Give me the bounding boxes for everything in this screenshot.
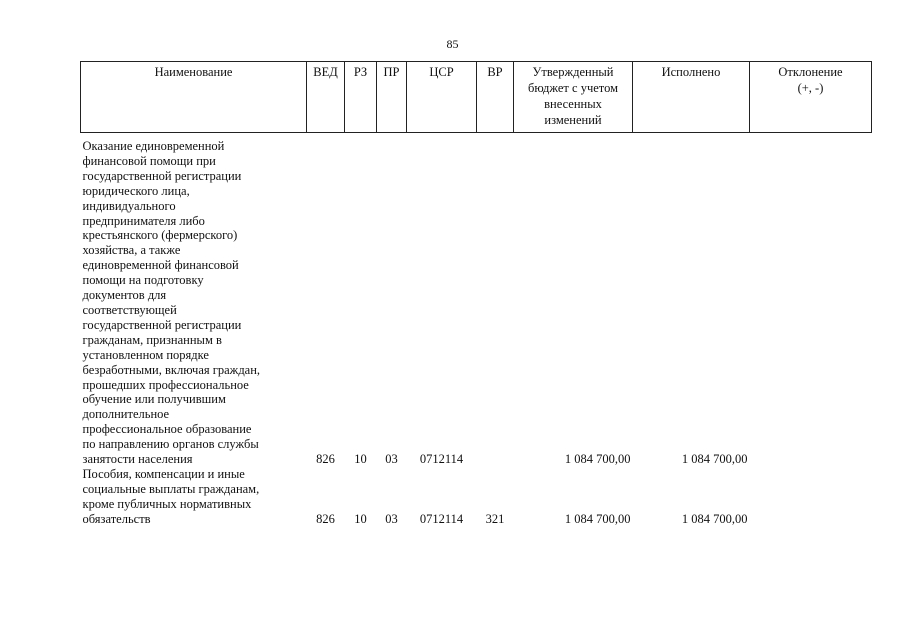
name-line: дополнительное [82,407,170,422]
row-executed: 1 084 700,00 [681,452,748,467]
col-header-vr: ВР [477,62,514,133]
row-deviation [750,467,872,527]
name-line: установленном порядке [82,347,209,362]
row-deviation [750,133,872,467]
name-line: обучение или получившим [82,392,226,407]
header-row [81,62,872,133]
col-header-pr: ПР [377,62,407,133]
col-header-csr: ЦСР [407,62,477,133]
row-executed: 1 084 700,00 [681,511,748,526]
name-line: по направлению органов службы [82,437,259,452]
name-line: государственной регистрации [82,317,242,332]
name-line: финансовой помощи при [82,153,216,168]
row-vr [477,133,514,467]
budget-table [80,61,872,527]
row-name [81,133,307,467]
table-row [81,133,872,467]
row-rz: 10 [354,452,367,467]
col-header-name: Наименование [81,62,307,133]
name-line: кроме публичных нормативных [82,496,252,511]
page-number: 85 [446,37,459,51]
col-header-executed: Исполнено [633,62,750,133]
row-rz: 10 [354,511,367,526]
approved-line-1: Утвержденный [532,65,614,79]
col-header-ved: ВЕД [307,62,345,133]
table-row [81,467,872,527]
name-line: юридического лица, [82,183,190,198]
row-csr: 0712114 [419,452,464,467]
approved-line-2: бюджет с учетом [527,81,618,95]
row-csr: 0712114 [419,511,464,526]
deviation-line-2: (+, -) [797,81,824,95]
deviation-line-1: Отклонение [778,65,843,79]
name-line: обязательств [82,511,151,526]
col-header-rz: РЗ [345,62,377,133]
name-line: предпринимателя либо [82,213,205,228]
row-approved: 1 084 700,00 [564,452,631,467]
name-line: Пособия, компенсации и иные [82,466,245,481]
row-ved: 826 [316,452,335,467]
name-line: индивидуального [82,198,176,213]
name-line: хозяйства, а также [82,243,181,258]
row-name [81,467,307,527]
name-line: занятости населения [82,452,193,467]
name-line: Оказание единовременной [82,139,225,153]
col-header-approved [514,62,633,133]
name-line: крестьянского (фермерского) [82,228,238,243]
name-line: профессиональное образование [82,422,252,437]
name-line: прошедших профессиональное [82,377,249,392]
row-approved: 1 084 700,00 [564,511,631,526]
name-line: социальные выплаты гражданам, [82,481,260,496]
approved-line-3: внесенных [544,97,602,111]
col-header-deviation [750,62,872,133]
name-line: гражданам, признанным в [82,332,222,347]
name-line: государственной регистрации [82,168,242,183]
row-pr: 03 [385,511,398,526]
row-vr: 321 [485,511,505,526]
name-line: помощи на подготовку [82,273,204,288]
row-ved: 826 [316,511,335,526]
name-line: соответствующей [82,302,177,317]
name-line: единовременной финансовой [82,258,239,273]
name-line: документов для [82,288,167,303]
approved-line-4: изменений [544,113,602,127]
name-line: безработными, включая граждан, [82,362,261,377]
row-pr: 03 [385,452,398,467]
